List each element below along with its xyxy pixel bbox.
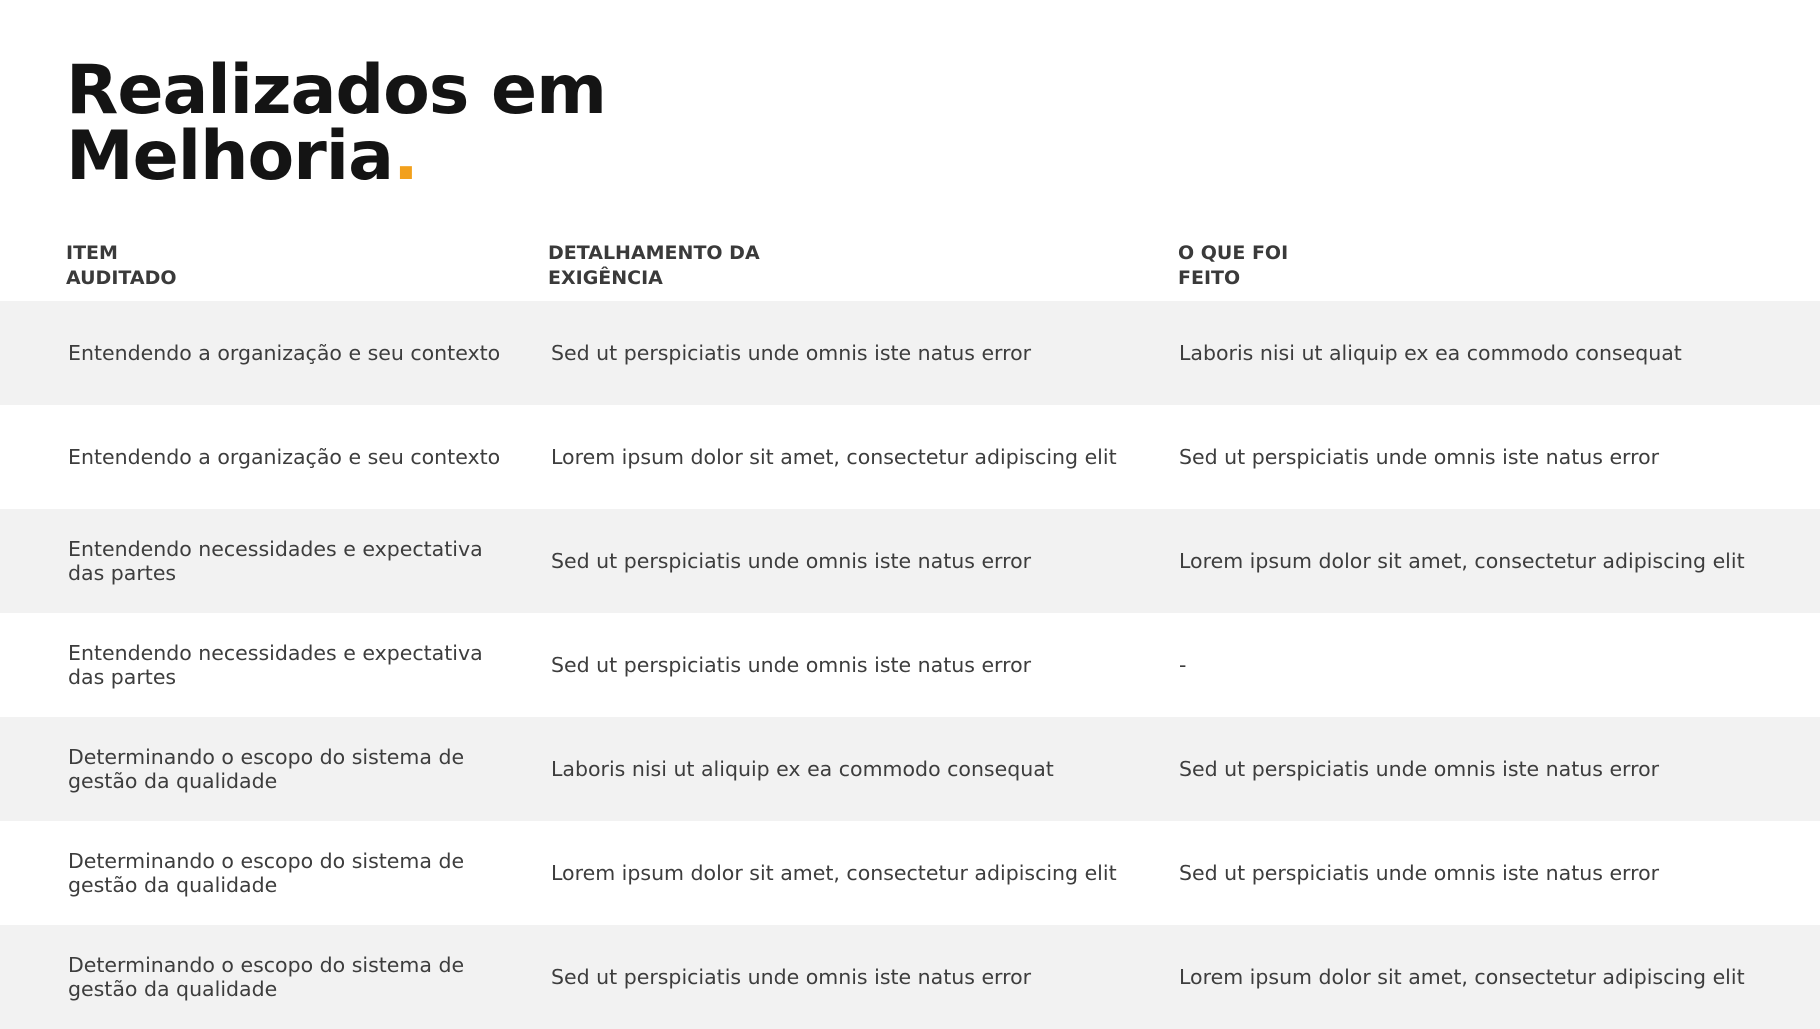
column-header-item-line-2: AUDITADO xyxy=(66,267,177,289)
table-row xyxy=(0,509,1820,613)
cell-item: Entendendo necessidades e expectativa das partes xyxy=(68,641,483,689)
table-row xyxy=(0,717,1820,821)
cell-item: Determinando o escopo do sistema de gestão da qualidade xyxy=(68,953,465,1001)
page-title-word: Melhoria xyxy=(66,117,393,196)
page-title xyxy=(66,51,606,196)
cell-done: Sed ut perspiciatis unde omnis iste natus error xyxy=(1179,445,1660,469)
cell-detail: Sed ut perspiciatis unde omnis iste natus error xyxy=(551,341,1032,365)
cell-item: Determinando o escopo do sistema de gestão da qualidade xyxy=(68,745,465,793)
cell-item: Entendendo a organização e seu contexto xyxy=(68,445,501,469)
table-header xyxy=(0,241,1820,301)
cell-done: Lorem ipsum dolor sit amet, consectetur adipiscing elit xyxy=(1179,549,1745,573)
table-row xyxy=(0,925,1820,1029)
cell-detail: Sed ut perspiciatis unde omnis iste natus error xyxy=(551,965,1032,989)
cell-detail: Lorem ipsum dolor sit amet, consectetur adipiscing elit xyxy=(551,861,1117,885)
table-row xyxy=(0,301,1820,405)
cell-done: Sed ut perspiciatis unde omnis iste natus error xyxy=(1179,861,1660,885)
cell-done: Sed ut perspiciatis unde omnis iste natus error xyxy=(1179,757,1660,781)
table-row xyxy=(0,405,1820,509)
column-header-item xyxy=(66,241,177,291)
cell-detail: Lorem ipsum dolor sit amet, consectetur adipiscing elit xyxy=(551,445,1117,469)
cell-detail: Laboris nisi ut aliquip ex ea commodo consequat xyxy=(551,757,1054,781)
column-header-detail xyxy=(548,241,760,291)
cell-item: Entendendo necessidades e expectativa das partes xyxy=(68,537,483,585)
cell-detail: Sed ut perspiciatis unde omnis iste natus error xyxy=(551,653,1032,677)
cell-done: - xyxy=(1179,653,1187,677)
audit-table xyxy=(0,301,1820,1029)
cell-done: Laboris nisi ut aliquip ex ea commodo consequat xyxy=(1179,341,1682,365)
column-header-done-line-1: O QUE FOI xyxy=(1178,242,1289,264)
column-header-done-line-2: FEITO xyxy=(1178,267,1241,289)
cell-item: Determinando o escopo do sistema de gestão da qualidade xyxy=(68,849,465,897)
cell-item: Entendendo a organização e seu contexto xyxy=(68,341,501,365)
cell-done: Lorem ipsum dolor sit amet, consectetur adipiscing elit xyxy=(1179,965,1745,989)
page-title-line-2 xyxy=(66,117,606,196)
column-header-detail-line-2: EXIGÊNCIA xyxy=(548,267,663,289)
table-row xyxy=(0,613,1820,717)
column-header-done xyxy=(1178,241,1288,291)
title-accent-dot: . xyxy=(392,117,418,196)
column-header-detail-line-1: DETALHAMENTO DA xyxy=(548,242,760,264)
column-header-item-line-1: ITEM xyxy=(66,242,118,264)
table-row xyxy=(0,821,1820,925)
page-title-line-1: Realizados em xyxy=(66,51,606,130)
cell-detail: Sed ut perspiciatis unde omnis iste natus error xyxy=(551,549,1032,573)
